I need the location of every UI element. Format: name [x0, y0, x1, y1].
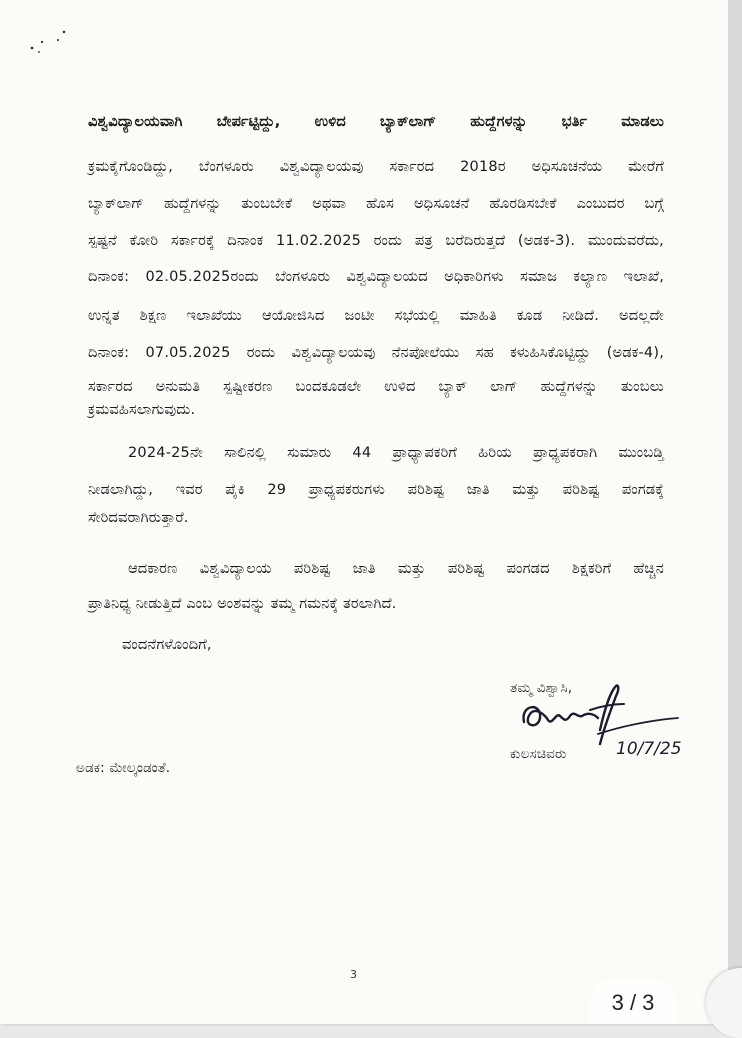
body-line-1: ವಿಶ್ವವಿದ್ಯಾಲಯವಾಗಿ ಬೇರ್ಪಟ್ಟಿದ್ದು, ಉಳಿದ ಬ್ಯಾಕ್‌ಲಾಗ್ ಹುದ್ದೆಗಳನ್ನು ಭರ್ತಿ ಮಾಡಲು: [88, 114, 664, 130]
viewer-edge: [728, 0, 742, 1024]
closing-salutation: ವಂದನೆಗಳೊಂದಿಗೆ,: [122, 637, 212, 653]
signature-date: 10/7/25: [616, 739, 682, 759]
sign-off: ತಮ್ಮ ವಿಶ್ವಾಸಿ,: [510, 680, 573, 696]
body-line-7: ದಿನಾಂಕ: 07.05.2025 ರಂದು ವಿಶ್ವವಿದ್ಯಾಲಯವು ನೆನಪೋಲೆಯು ಸಹ ಕಳುಹಿಸಿಕೊಟ್ಟಿದ್ದು (ಅಡಕ-4),: [88, 345, 664, 361]
page-indicator-badge: 3 / 3: [590, 980, 676, 1024]
enclosure-note: ಅಡಕ: ಮೇಲ್ಕಂಡಂತೆ.: [76, 760, 171, 776]
body-line-3: ಬ್ಯಾಕ್‌ಲಾಗ್ ಹುದ್ದೆಗಳನ್ನು ತುಂಬಬೇಕೆ ಅಥವಾ ಹೊಸ ಅಧಿಸೂಚನೆ ಹೊರಡಿಸಬೇಕೆ ಎಂಬುದರ ಬಗ್ಗೆ: [88, 196, 664, 212]
body-line-14: ಪ್ರಾತಿನಿಧ್ಯ ನೀಡುತ್ತಿದೆ ಎಂಬ ಅಂಶವನ್ನು ತಮ್ಮ ಗಮನಕ್ಕೆ ತರಲಾಗಿದೆ.: [88, 596, 397, 612]
body-line-11: ನೀಡಲಾಗಿದ್ದು, ಇವರ ಪೈಕಿ 29 ಪ್ರಾಧ್ಯಪಕರುಗಳು ಪರಿಶಿಷ್ಟ ಜಾತಿ ಮತ್ತು ಪರಿಶಿಷ್ಟ ಪಂಗಡಕ್ಕೆ: [88, 482, 664, 498]
body-line-9: ಕ್ರಮವಹಿಸಲಾಗುವುದು.: [88, 402, 196, 418]
body-line-6: ಉನ್ನತ ಶಿಕ್ಷಣ ಇಲಾಖೆಯು ಆಯೋಜಿಸಿದ ಜಂಟೀ ಸಭೆಯಲ್ಲಿ ಮಾಹಿತಿ ಕೂಡ ನೀಡಿದೆ. ಅದಲ್ಲದೇ: [88, 308, 664, 324]
body-line-13: ಆದಕಾರಣ ವಿಶ್ವವಿದ್ಯಾಲಯ ಪರಿಶಿಷ್ಟ ಜಾತಿ ಮತ್ತು ಪರಿಶಿಷ್ಟ ಪಂಗಡದ ಶಿಕ್ಷಕರಿಗೆ ಹೆಚ್ಚಿನ: [128, 561, 664, 577]
body-line-2: ಕ್ರಮಕೈಗೊಂಡಿದ್ದು, ಬೆಂಗಳೂರು ವಿಶ್ವವಿದ್ಯಾಲಯವು ಸರ್ಕಾರದ 2018ರ ಅಧಿಸೂಚನೆಯ ಮೇರೆಗೆ: [88, 159, 664, 175]
body-line-12: ಸೇರಿದವರಾಗಿರುತ್ತಾರೆ.: [88, 510, 189, 526]
body-line-8: ಸರ್ಕಾರದ ಅನುಮತಿ ಸ್ಪಷ್ಟೀಕರಣ ಬಂದಕೂಡಲೇ ಉಳಿದ ಬ್ಯಾಕ್ ಲಾಗ್ ಹುದ್ದೆಗಳನ್ನು ತುಂಬಲು: [88, 379, 664, 395]
body-line-4: ಸ್ಪಷ್ಟನೆ ಕೋರಿ ಸರ್ಕಾರಕ್ಕೆ ದಿನಾಂಕ 11.02.2025 ರಂದು ಪತ್ರ ಬರೆದಿರುತ್ತದೆ (ಅಡಕ-3). ಮುಂದುವರೆದು,: [88, 233, 664, 249]
scan-specks: [28, 26, 78, 56]
page-number: 3: [350, 968, 357, 981]
body-line-5: ದಿನಾಂಕ: 02.05.2025ರಂದು ಬೆಂಗಳೂರು ವಿಶ್ವವಿದ್ಯಾಲಯದ ಅಧಿಕಾರಿಗಳು ಸಮಾಜ ಕಲ್ಯಾಣ ಇಲಾಖೆ,: [88, 269, 664, 285]
signatory-title: ಕುಲಸಚಿವರು: [510, 746, 567, 762]
body-line-10: 2024-25ನೇ ಸಾಲಿನಲ್ಲಿ ಸುಮಾರು 44 ಪ್ರಾಧ್ಯಾಪಕರಿಗೆ ಹಿರಿಯ ಪ್ರಾಧ್ಯಪಕರಾಗಿ ಮುಂಬಡ್ತಿ: [128, 445, 664, 461]
